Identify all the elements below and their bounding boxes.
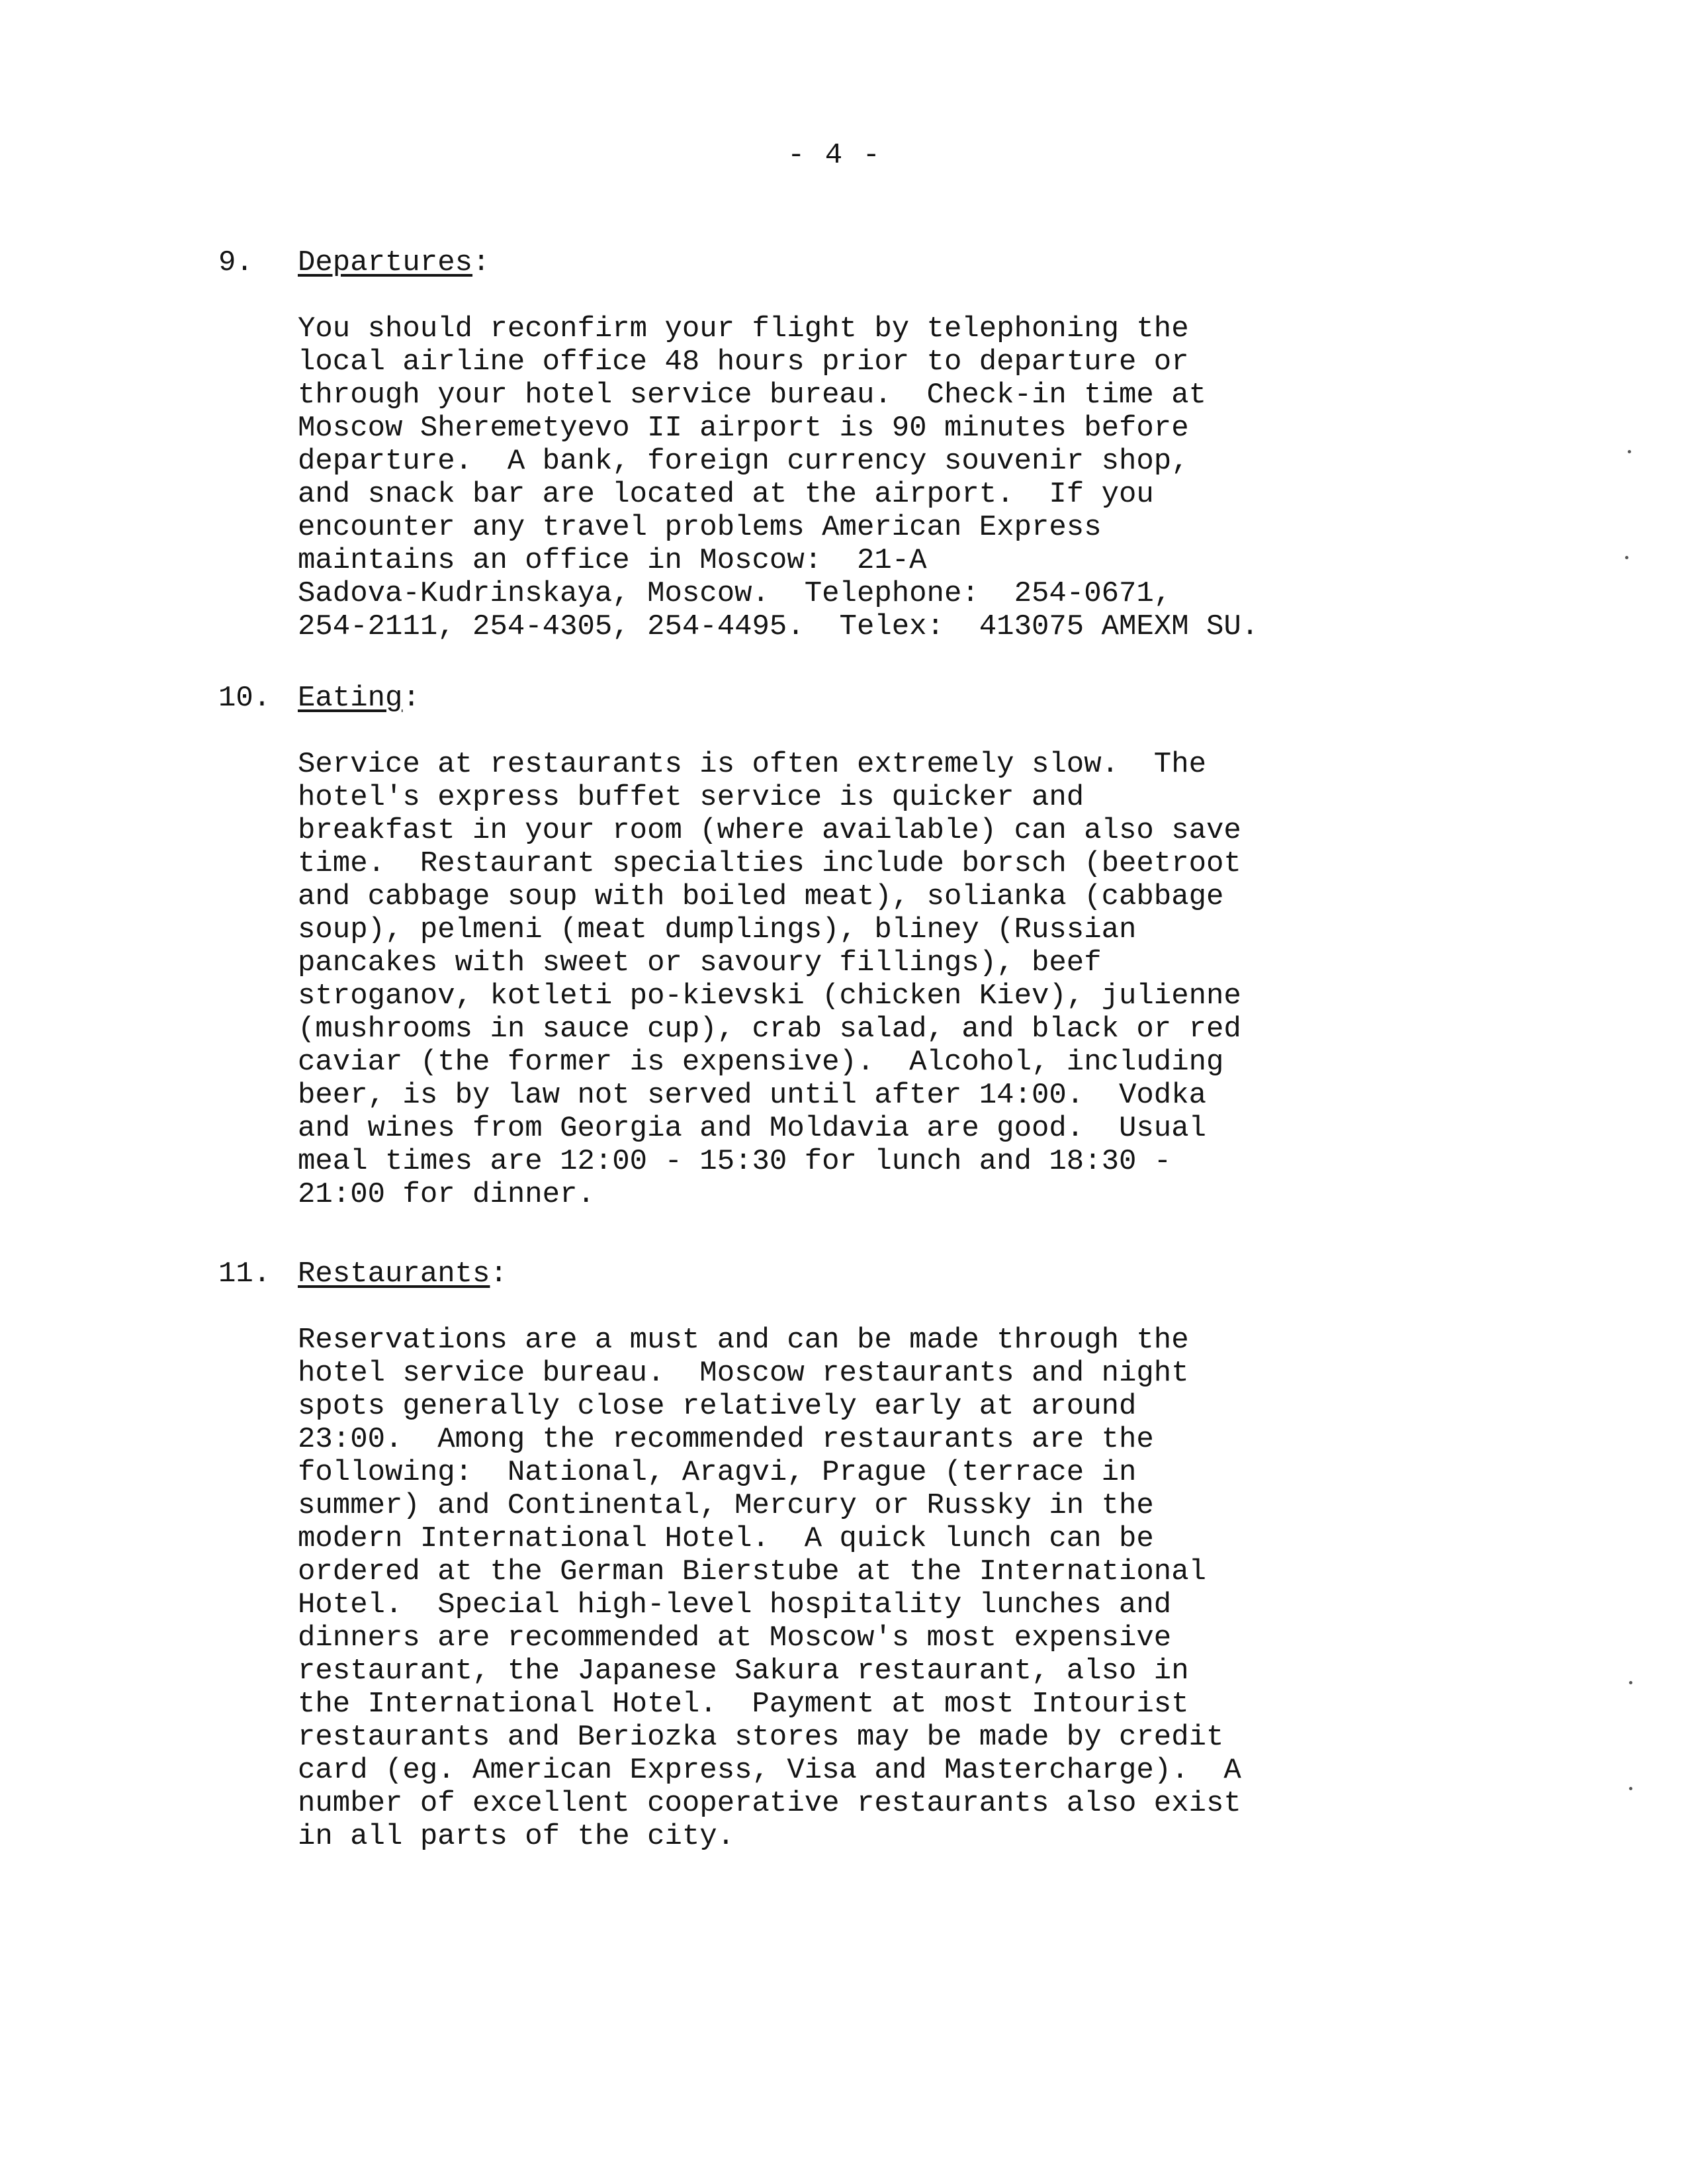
text-line: restaurants and Beriozka stores may be made by credit [298, 1721, 1224, 1754]
scan-speck [1629, 1787, 1632, 1790]
section-eating [218, 682, 1476, 1211]
section-number: 9. [218, 246, 253, 279]
page-number: - 4 - [787, 139, 882, 172]
section-body [298, 1324, 1476, 1853]
section-number: 10. [218, 682, 271, 715]
text-line: soup), pelmeni (meat dumplings), bliney (Russian [298, 913, 1137, 946]
text-line: maintains an office in Moscow: 21-A [298, 544, 927, 577]
text-line: Moscow Sheremetyevo II airport is 90 minutes before [298, 412, 1189, 445]
text-line: meal times are 12:00 - 15:30 for lunch and 18:30 - [298, 1145, 1172, 1178]
section-body [298, 748, 1476, 1211]
text-line: caviar (the former is expensive). Alcohol, including [298, 1046, 1224, 1079]
text-line: summer) and Continental, Mercury or Russky in the [298, 1489, 1154, 1522]
text-line: breakfast in your room (where available) can also save [298, 814, 1241, 847]
text-line: number of excellent cooperative restaurants also exist [298, 1787, 1241, 1820]
text-line: dinners are recommended at Moscow's most expensive [298, 1621, 1172, 1655]
text-line: beer, is by law not served until after 14:00. Vodka [298, 1079, 1207, 1112]
text-line: time. Restaurant specialties include borsch (beetroot [298, 847, 1241, 880]
text-line: encounter any travel problems American Express [298, 511, 1102, 544]
text-line: hotel's express buffet service is quicker and [298, 781, 1084, 814]
text-line: 23:00. Among the recommended restaurants are the [298, 1423, 1154, 1456]
section-title: Restaurants [298, 1257, 490, 1291]
text-line: Sadova-Kudrinskaya, Moscow. Telephone: 254-0671, [298, 577, 1172, 610]
section-title: Eating [298, 682, 403, 715]
scan-speck [1625, 556, 1628, 559]
section-heading: 9. Departures: [218, 246, 490, 279]
scan-speck [1629, 1681, 1632, 1684]
text-line: 21:00 for dinner. [298, 1178, 595, 1211]
text-line: stroganov, kotleti po-kievski (chicken Kiev), julienne [298, 979, 1241, 1013]
text-line: pancakes with sweet or savoury fillings), beef [298, 946, 1102, 979]
text-line: spots generally close relatively early at around [298, 1390, 1137, 1423]
text-line: hotel service bureau. Moscow restaurants and night [298, 1357, 1189, 1390]
section-heading: 11. Restaurants: [218, 1257, 508, 1291]
text-line: modern International Hotel. A quick lunch can be [298, 1522, 1154, 1555]
text-line: and cabbage soup with boiled meat), solianka (cabbage [298, 880, 1224, 913]
text-line: and wines from Georgia and Moldavia are good. Usual [298, 1112, 1207, 1145]
text-line: restaurant, the Japanese Sakura restaurant, also in [298, 1655, 1189, 1688]
text-line: (mushrooms in sauce cup), crab salad, and black or red [298, 1013, 1241, 1046]
text-line: through your hotel service bureau. Check-in time at [298, 379, 1207, 412]
text-line: 254-2111, 254-4305, 254-4495. Telex: 413075 AMEXM SU. [298, 610, 1259, 643]
text-line: and snack bar are located at the airport. If you [298, 478, 1154, 511]
text-line: in all parts of the city. [298, 1820, 735, 1853]
section-departures [218, 246, 1476, 643]
text-line: Service at restaurants is often extremely slow. The [298, 748, 1207, 781]
text-line: card (eg. American Express, Visa and Mastercharge). A [298, 1754, 1241, 1787]
section-number: 11. [218, 1257, 271, 1291]
text-line: Reservations are a must and can be made through the [298, 1324, 1189, 1357]
text-line: ordered at the German Bierstube at the International [298, 1555, 1207, 1588]
section-title: Departures [298, 246, 473, 279]
section-heading: 10. Eating: [218, 682, 420, 715]
text-line: local airline office 48 hours prior to departure or [298, 345, 1189, 379]
text-line: You should reconfirm your flight by telephoning the [298, 312, 1189, 345]
text-line: Hotel. Special high-level hospitality lunches and [298, 1588, 1172, 1621]
section-restaurants [218, 1257, 1476, 1853]
text-line: following: National, Aragvi, Prague (terrace in [298, 1456, 1137, 1489]
scan-speck [1628, 450, 1631, 453]
text-line: departure. A bank, foreign currency souvenir shop, [298, 445, 1189, 478]
text-line: the International Hotel. Payment at most Intourist [298, 1688, 1189, 1721]
section-body [298, 312, 1476, 643]
